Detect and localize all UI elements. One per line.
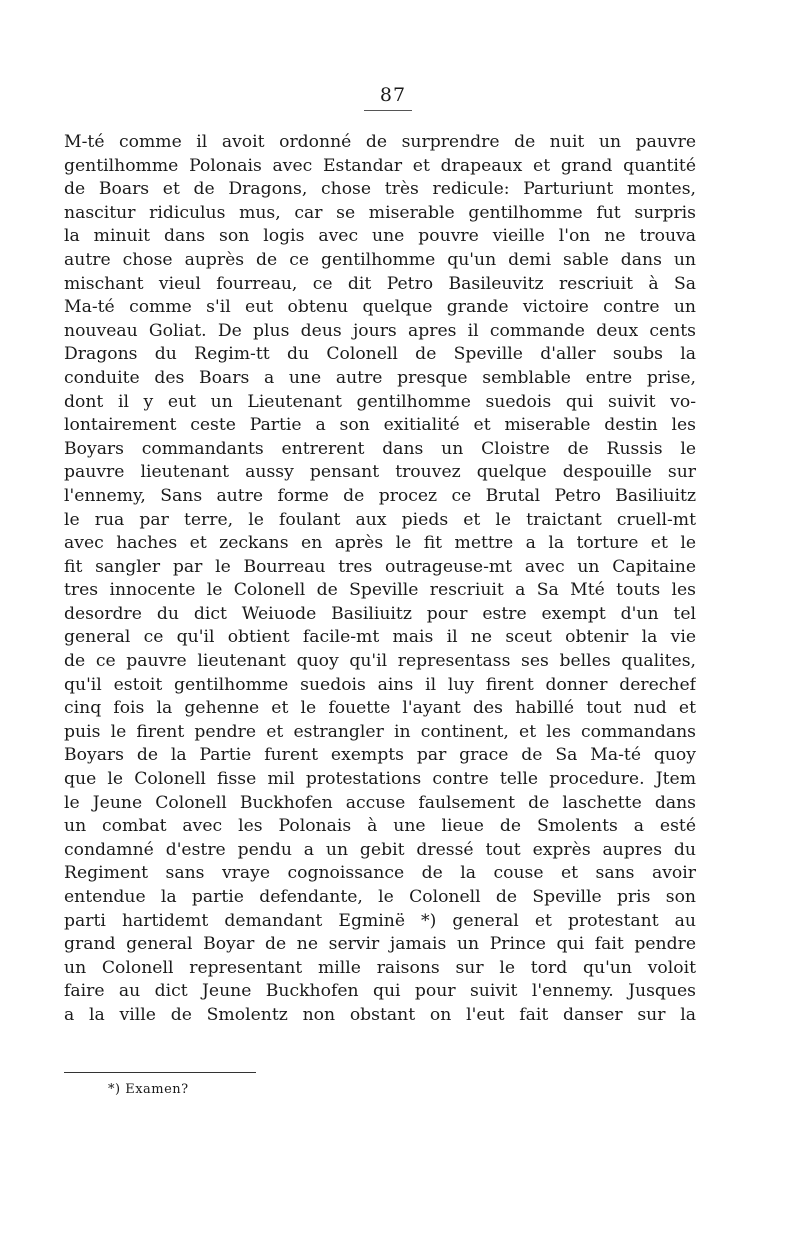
text-line: le rua par terre, le foulant aux pieds et le traictant cruell-mt xyxy=(64,509,696,530)
text-line: fit sangler par le Bourreau tres outrageuse-mt avec un Capitaine xyxy=(64,556,696,577)
text-line: que le Colonell fisse mil protestations contre telle procedure. Jtem xyxy=(64,769,696,790)
text-line: mischant vieul fourreau, ce dit Petro Basileuvitz rescriuit à Sa xyxy=(64,273,696,294)
page-number: 87 xyxy=(379,84,407,106)
text-line: lontairement ceste Partie a son exitialité et miserable destin les xyxy=(64,415,696,436)
text-line: Ma-té comme s'il eut obtenu quelque grande victoire contre un xyxy=(64,297,696,318)
text-line: la minuit dans son logis avec une pouvre vieille l'on ne trouva xyxy=(64,226,696,247)
footnote-rule xyxy=(64,1072,256,1073)
text-line: le Jeune Colonell Buckhofen accuse faulsement de laschette dans xyxy=(64,792,696,813)
text-line: de ce pauvre lieutenant quoy qu'il representass ses belles qualites, xyxy=(64,651,696,672)
text-line: Regiment sans vraye cognoissance de la couse et sans avoir xyxy=(64,863,696,884)
text-line: M-té comme il avoit ordonné de surprendre de nuit un pauvre xyxy=(64,132,696,152)
text-line: desordre du dict Weiuode Basiliuitz pour estre exempt d'un tel xyxy=(64,603,696,624)
text-line: cinq fois la gehenne et le fouette l'ayant des habillé tout nud et xyxy=(64,698,696,719)
text-line: nouveau Goliat. De plus deus jours apres il commande deux cents xyxy=(64,320,696,341)
text-line: puis le firent pendre et estrangler in continent, et les commandans xyxy=(64,721,696,742)
text-line: l'ennemy, Sans autre forme de procez ce Brutal Petro Basiliuitz xyxy=(64,485,696,506)
text-line: condamné d'estre pendu a un gebit dressé tout exprès aupres du xyxy=(64,839,696,860)
footnote: *) Examen? xyxy=(108,1082,189,1097)
text-line: autre chose auprès de ce gentilhomme qu'un demi sable dans un xyxy=(64,249,696,270)
text-line: a la ville de Smolentz non obstant on l'eut fait danser sur la xyxy=(64,1004,696,1025)
text-line: qu'il estoit gentilhomme suedois ains il luy firent donner derechef xyxy=(64,674,696,695)
body-text xyxy=(64,131,696,1028)
text-line: nascitur ridiculus mus, car se miserable gentilhomme fut surpris xyxy=(64,202,696,223)
text-line: dont il y eut un Lieutenant gentilhomme suedois qui suivit vo- xyxy=(64,391,696,412)
text-line: entendue la partie defendante, le Colonell de Speville pris son xyxy=(64,887,696,907)
text-line: pauvre lieutenant aussy pensant trouvez quelque despouille sur xyxy=(64,462,696,483)
text-line: parti hartidemt demandant Egminë *) general et protestant au xyxy=(64,910,696,931)
text-line: Boyars commandants entrerent dans un Cloistre de Russis le xyxy=(64,438,696,459)
text-line: Dragons du Regim-tt du Colonell de Speville d'aller soubs la xyxy=(64,344,696,365)
text-line: un combat avec les Polonais à une lieue de Smolents a esté xyxy=(64,816,696,837)
text-line: un Colonell representant mille raisons sur le tord qu'un voloit xyxy=(64,957,696,978)
text-line: tres innocente le Colonell de Speville rescriuit a Sa Mté touts les xyxy=(64,580,696,601)
page-number-rule xyxy=(364,110,412,111)
text-line: de Boars et de Dragons, chose très redicule: Parturiunt montes, xyxy=(64,179,696,200)
text-line: general ce qu'il obtient facile-mt mais il ne sceut obtenir la vie xyxy=(64,627,696,648)
text-line: grand general Boyar de ne servir jamais un Prince qui fait pendre xyxy=(64,934,696,955)
text-line: faire au dict Jeune Buckhofen qui pour suivit l'ennemy. Jusques xyxy=(64,981,696,1002)
text-line: Boyars de la Partie furent exempts par grace de Sa Ma-té quoy xyxy=(64,745,696,766)
text-line: avec haches et zeckans en après le fit mettre a la torture et le xyxy=(64,533,696,554)
text-line: conduite des Boars a une autre presque semblable entre prise, xyxy=(64,367,696,388)
text-line: gentilhomme Polonais avec Estandar et drapeaux et grand quantité xyxy=(64,155,696,176)
